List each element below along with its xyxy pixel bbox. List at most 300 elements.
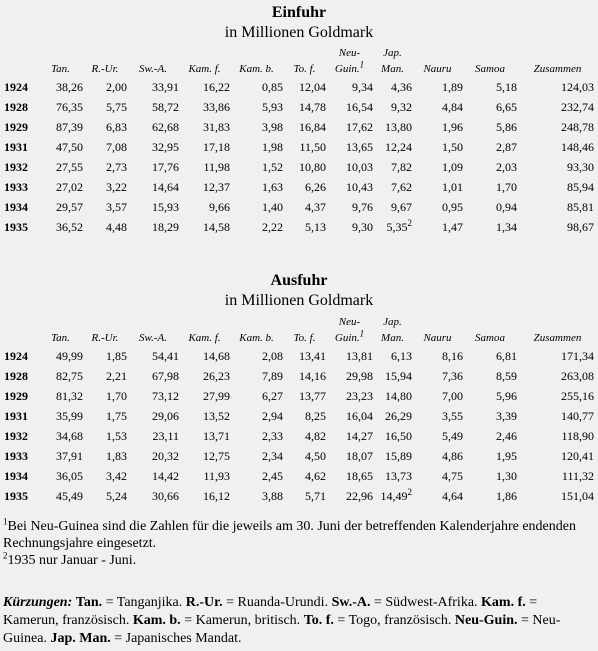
table-cell bbox=[283, 217, 326, 237]
cell-value: 5,35 bbox=[386, 220, 408, 234]
table-header-row bbox=[0, 314, 598, 346]
table-cell bbox=[283, 117, 326, 137]
table-cell bbox=[127, 466, 179, 486]
cell-value: 5,18 bbox=[496, 80, 517, 94]
cell-value: 4,75 bbox=[442, 469, 463, 483]
column-header-label: Kam. b. bbox=[239, 63, 274, 75]
table-cell bbox=[283, 97, 326, 117]
legend-meaning: Neu-Guinea. bbox=[3, 613, 561, 646]
cell-value: 85,81 bbox=[567, 200, 594, 214]
table-cell bbox=[283, 426, 326, 446]
cell-value: 14,78 bbox=[299, 100, 326, 114]
cell-value: 5,13 bbox=[305, 220, 326, 234]
cell-value: 1,34 bbox=[496, 220, 517, 234]
column-header-label: Kam. f. bbox=[188, 332, 221, 344]
table-cell bbox=[412, 426, 463, 446]
table-cell bbox=[83, 406, 127, 426]
table-cell bbox=[230, 446, 283, 466]
table-cell bbox=[373, 97, 412, 117]
table-cell bbox=[412, 117, 463, 137]
cell-value: 2,87 bbox=[496, 140, 517, 154]
column-header-label: Samoa bbox=[475, 332, 505, 344]
cell-value: 18,29 bbox=[152, 220, 179, 234]
cell-value: 1,53 bbox=[106, 429, 127, 443]
column-header bbox=[326, 314, 373, 346]
column-header-label: Sw.-A. bbox=[139, 332, 167, 344]
cell-value: 18,07 bbox=[346, 449, 373, 463]
row-year: 1929 bbox=[4, 120, 28, 134]
table-cell bbox=[230, 97, 283, 117]
cell-value: 0,85 bbox=[262, 80, 283, 94]
table-cell bbox=[83, 97, 127, 117]
cell-value: 18,65 bbox=[346, 469, 373, 483]
cell-value: 3,88 bbox=[262, 489, 283, 503]
table-cell bbox=[373, 197, 412, 217]
table-cell bbox=[373, 137, 412, 157]
cell-value: 87,39 bbox=[56, 120, 83, 134]
table-cell bbox=[326, 217, 373, 237]
cell-value: 13,71 bbox=[203, 429, 230, 443]
row-year: 1928 bbox=[4, 369, 28, 383]
column-header bbox=[283, 314, 326, 346]
table-cell bbox=[283, 386, 326, 406]
cell-value: 9,67 bbox=[391, 200, 412, 214]
column-header-label: Zusammen bbox=[533, 63, 582, 75]
cell-value: 27,02 bbox=[56, 180, 83, 194]
column-header bbox=[38, 314, 83, 346]
cell-value: 45,49 bbox=[56, 489, 83, 503]
table-cell bbox=[463, 406, 517, 426]
cell-value: 36,52 bbox=[56, 220, 83, 234]
row-year: 1935 bbox=[4, 489, 28, 503]
table-cell bbox=[326, 426, 373, 446]
cell-value: 1,70 bbox=[106, 389, 127, 403]
table-cell bbox=[517, 137, 598, 157]
row-year: 1934 bbox=[4, 200, 28, 214]
table-cell bbox=[517, 366, 598, 386]
cell-value: 10,80 bbox=[299, 160, 326, 174]
row-year: 1932 bbox=[4, 429, 28, 443]
cell-value: 0,95 bbox=[442, 200, 463, 214]
table-row bbox=[0, 137, 598, 157]
table-cell bbox=[463, 446, 517, 466]
table-cell bbox=[412, 406, 463, 426]
column-header bbox=[83, 314, 127, 346]
table-cell bbox=[517, 486, 598, 506]
footnote-mark: 1 bbox=[3, 516, 8, 527]
table-cell bbox=[127, 177, 179, 197]
table-cell bbox=[230, 466, 283, 486]
table-cell bbox=[83, 77, 127, 97]
table-cell bbox=[412, 137, 463, 157]
cell-value: 14,80 bbox=[385, 389, 412, 403]
cell-value: 47,50 bbox=[56, 140, 83, 154]
cell-value: 6,81 bbox=[496, 349, 517, 363]
table-cell bbox=[373, 386, 412, 406]
legend-abbreviation: Tan. bbox=[75, 595, 103, 610]
table-cell bbox=[283, 137, 326, 157]
table-cell bbox=[326, 486, 373, 506]
cell-value: 1,96 bbox=[442, 120, 463, 134]
table-cell bbox=[463, 386, 517, 406]
table-cell bbox=[373, 157, 412, 177]
table-cell bbox=[517, 446, 598, 466]
table-cell bbox=[283, 177, 326, 197]
cell-value: 98,67 bbox=[567, 220, 594, 234]
row-year: 1935 bbox=[4, 220, 28, 234]
cell-value: 15,93 bbox=[152, 200, 179, 214]
table-cell bbox=[127, 346, 179, 366]
table-row bbox=[0, 426, 598, 446]
column-header bbox=[326, 45, 373, 77]
table-cell bbox=[463, 197, 517, 217]
table-cell bbox=[38, 346, 83, 366]
table-cell bbox=[463, 177, 517, 197]
cell-value: 9,76 bbox=[352, 200, 373, 214]
cell-value: 58,72 bbox=[152, 100, 179, 114]
table-cell bbox=[283, 486, 326, 506]
cell-value: 13,65 bbox=[346, 140, 373, 154]
einfuhr-title: Einfuhr bbox=[271, 4, 327, 21]
table-cell bbox=[463, 466, 517, 486]
table-cell bbox=[38, 386, 83, 406]
cell-value: 111,32 bbox=[561, 469, 594, 483]
cell-value: 1,85 bbox=[106, 349, 127, 363]
cell-value: 17,18 bbox=[203, 140, 230, 154]
cell-value: 8,16 bbox=[442, 349, 463, 363]
table-cell bbox=[463, 97, 517, 117]
table-cell bbox=[463, 486, 517, 506]
table-cell bbox=[230, 197, 283, 217]
cell-value: 5,75 bbox=[106, 100, 127, 114]
cell-value: 23,11 bbox=[152, 429, 179, 443]
footnote-text: 1935 nur Januar - Juni. bbox=[7, 553, 137, 568]
table-cell bbox=[127, 117, 179, 137]
table-cell bbox=[83, 197, 127, 217]
cell-value: 1,50 bbox=[442, 140, 463, 154]
row-year: 1932 bbox=[4, 160, 28, 174]
cell-value: 140,77 bbox=[561, 409, 594, 423]
cell-value: 5,86 bbox=[496, 120, 517, 134]
table-cell bbox=[230, 117, 283, 137]
table-cell bbox=[283, 406, 326, 426]
table-cell bbox=[517, 177, 598, 197]
column-header-label: Kam. b. bbox=[239, 332, 274, 344]
cell-value: 26,23 bbox=[203, 369, 230, 383]
ausfuhr-title: Ausfuhr bbox=[270, 272, 328, 289]
table-cell bbox=[38, 486, 83, 506]
cell-value: 9,30 bbox=[352, 220, 373, 234]
table-cell bbox=[517, 97, 598, 117]
cell-value: 16,54 bbox=[346, 100, 373, 114]
column-header-label: Tan. bbox=[51, 63, 70, 75]
footnote-mark: 1 bbox=[359, 59, 365, 70]
cell-value: 54,41 bbox=[152, 349, 179, 363]
table-cell bbox=[326, 177, 373, 197]
legend-abbreviation: To. f. bbox=[303, 613, 334, 628]
footnote-mark: 2 bbox=[407, 218, 412, 228]
table-cell bbox=[463, 117, 517, 137]
cell-value: 13,80 bbox=[385, 120, 412, 134]
cell-value: 17,76 bbox=[152, 160, 179, 174]
cell-value: 76,35 bbox=[56, 100, 83, 114]
table-cell bbox=[127, 97, 179, 117]
table-cell bbox=[127, 386, 179, 406]
cell-value: 12,37 bbox=[203, 180, 230, 194]
cell-value: 12,04 bbox=[299, 80, 326, 94]
table-cell bbox=[326, 137, 373, 157]
cell-value: 4,36 bbox=[391, 80, 412, 94]
table-cell bbox=[326, 466, 373, 486]
cell-value: 2,08 bbox=[262, 349, 283, 363]
cell-value: 13,81 bbox=[346, 349, 373, 363]
table-cell bbox=[373, 426, 412, 446]
cell-value: 1,95 bbox=[496, 449, 517, 463]
table-cell bbox=[38, 426, 83, 446]
footnote-2 bbox=[3, 552, 595, 569]
table-cell bbox=[83, 466, 127, 486]
legend-abbreviation: Kam. b. bbox=[132, 613, 181, 628]
table-cell bbox=[326, 97, 373, 117]
legend-meaning: Ruanda-Urundi. bbox=[237, 595, 329, 610]
table-cell bbox=[179, 197, 230, 217]
table-cell bbox=[179, 217, 230, 237]
cell-value: 14,42 bbox=[152, 469, 179, 483]
table-cell bbox=[38, 217, 83, 237]
cell-value: 14,49 bbox=[380, 489, 408, 503]
table-cell bbox=[179, 77, 230, 97]
table-cell bbox=[373, 366, 412, 386]
table-cell bbox=[179, 97, 230, 117]
cell-value: 9,66 bbox=[209, 200, 230, 214]
cell-value: 3,57 bbox=[106, 200, 127, 214]
table-cell bbox=[517, 466, 598, 486]
cell-value: 3,42 bbox=[106, 469, 127, 483]
table-cell bbox=[83, 346, 127, 366]
cell-value: 10,03 bbox=[346, 160, 373, 174]
table-row bbox=[0, 97, 598, 117]
table-row bbox=[0, 177, 598, 197]
table-cell bbox=[179, 366, 230, 386]
cell-value: 22,96 bbox=[346, 489, 373, 503]
table-cell bbox=[373, 117, 412, 137]
cell-value: 81,32 bbox=[56, 389, 83, 403]
cell-value: 14,68 bbox=[203, 349, 230, 363]
cell-value: 7,00 bbox=[442, 389, 463, 403]
cell-value: 3,39 bbox=[496, 409, 517, 423]
column-header-label: Samoa bbox=[475, 63, 505, 75]
table-cell bbox=[373, 177, 412, 197]
table-cell bbox=[179, 157, 230, 177]
table-row bbox=[0, 446, 598, 466]
header-year bbox=[0, 314, 38, 346]
cell-value: 4,86 bbox=[442, 449, 463, 463]
footnote-mark: 1 bbox=[359, 328, 365, 339]
table-cell bbox=[326, 117, 373, 137]
table-cell bbox=[463, 366, 517, 386]
cell-value: 15,89 bbox=[385, 449, 412, 463]
column-header-label: R.-Ur. bbox=[91, 63, 119, 75]
column-header bbox=[127, 314, 179, 346]
column-header-label: Neu-Guin. bbox=[334, 316, 361, 344]
table-cell bbox=[463, 137, 517, 157]
cell-value: 3,55 bbox=[442, 409, 463, 423]
table-cell bbox=[83, 366, 127, 386]
cell-value: 7,62 bbox=[391, 180, 412, 194]
cell-value: 2,73 bbox=[106, 160, 127, 174]
cell-value: 4,82 bbox=[305, 429, 326, 443]
table-cell bbox=[412, 346, 463, 366]
table-cell bbox=[230, 406, 283, 426]
footnote-text: Bei Neu-Guinea sind die Zahlen für die jeweils am 30. Juni der betreffenden Kalenderjahre endenden Rechnungsjahre eingesetzt. bbox=[3, 519, 576, 551]
table-cell bbox=[179, 426, 230, 446]
table-cell bbox=[373, 346, 412, 366]
table-cell bbox=[38, 466, 83, 486]
table-cell bbox=[179, 117, 230, 137]
table-cell bbox=[412, 177, 463, 197]
table-cell bbox=[373, 466, 412, 486]
table-cell bbox=[326, 197, 373, 217]
cell-value: 5,93 bbox=[262, 100, 283, 114]
column-header bbox=[179, 314, 230, 346]
cell-value: 9,34 bbox=[352, 80, 373, 94]
column-header bbox=[230, 314, 283, 346]
cell-value: 29,57 bbox=[56, 200, 83, 214]
table-cell bbox=[283, 466, 326, 486]
cell-value: 6,13 bbox=[391, 349, 412, 363]
column-header-label: Nauru bbox=[423, 332, 452, 344]
table-cell bbox=[230, 386, 283, 406]
table-cell bbox=[412, 466, 463, 486]
column-header bbox=[127, 45, 179, 77]
table-cell bbox=[326, 366, 373, 386]
table-cell bbox=[412, 77, 463, 97]
column-header bbox=[463, 314, 517, 346]
table-cell bbox=[127, 406, 179, 426]
cell-value: 7,36 bbox=[442, 369, 463, 383]
cell-value: 35,99 bbox=[56, 409, 83, 423]
table-cell bbox=[179, 406, 230, 426]
table-cell bbox=[38, 177, 83, 197]
table-cell bbox=[38, 157, 83, 177]
cell-value: 16,84 bbox=[299, 120, 326, 134]
cell-value: 232,74 bbox=[561, 100, 594, 114]
table-cell bbox=[179, 466, 230, 486]
row-year: 1929 bbox=[4, 389, 28, 403]
table-cell bbox=[127, 217, 179, 237]
table-cell bbox=[127, 486, 179, 506]
column-header bbox=[83, 45, 127, 77]
cell-value: 16,12 bbox=[203, 489, 230, 503]
row-year: 1924 bbox=[4, 349, 28, 363]
column-header-label: Nauru bbox=[423, 63, 452, 75]
column-header bbox=[38, 45, 83, 77]
cell-value: 5,96 bbox=[496, 389, 517, 403]
cell-value: 1,83 bbox=[106, 449, 127, 463]
cell-value: 2,22 bbox=[262, 220, 283, 234]
table-cell bbox=[38, 446, 83, 466]
cell-value: 1,63 bbox=[262, 180, 283, 194]
cell-value: 2,94 bbox=[262, 409, 283, 423]
column-header bbox=[517, 45, 598, 77]
cell-value: 33,86 bbox=[203, 100, 230, 114]
cell-value: 6,83 bbox=[106, 120, 127, 134]
table-row bbox=[0, 217, 598, 237]
table-cell bbox=[38, 137, 83, 157]
cell-value: 1,86 bbox=[496, 489, 517, 503]
table-cell bbox=[179, 177, 230, 197]
table-cell bbox=[517, 386, 598, 406]
cell-value: 16,50 bbox=[385, 429, 412, 443]
column-header bbox=[517, 314, 598, 346]
table-cell bbox=[83, 177, 127, 197]
table-cell bbox=[373, 77, 412, 97]
abbreviation-legend: Kürzungen: Tan. = Tanganjika. R.-Ur. = Ruanda-Urundi. Sw.-A. = Südwest-Afrika. Kam. f. = Kamerun, französisch. Kam. b. = Kamerun, britisch. To. f. = Togo, französisch. Neu-Guin. = Neu-Guinea. Jap. Man. = Japanisches Mandat. bbox=[3, 595, 561, 646]
cell-value: 1,01 bbox=[442, 180, 463, 194]
cell-value: 13,73 bbox=[385, 469, 412, 483]
cell-value: 1,70 bbox=[496, 180, 517, 194]
column-header bbox=[230, 45, 283, 77]
column-header bbox=[463, 45, 517, 77]
cell-value: 12,24 bbox=[385, 140, 412, 154]
cell-value: 4,37 bbox=[305, 200, 326, 214]
table-cell bbox=[283, 346, 326, 366]
row-year: 1928 bbox=[4, 100, 28, 114]
cell-value: 1,40 bbox=[262, 200, 283, 214]
cell-value: 11,93 bbox=[203, 469, 230, 483]
table-cell bbox=[412, 217, 463, 237]
legend-abbreviation: Neu-Guin. bbox=[454, 613, 518, 628]
cell-value: 4,64 bbox=[442, 489, 463, 503]
cell-value: 5,71 bbox=[305, 489, 326, 503]
cell-value: 3,98 bbox=[262, 120, 283, 134]
cell-value: 37,91 bbox=[56, 449, 83, 463]
cell-value: 7,82 bbox=[391, 160, 412, 174]
table-row bbox=[0, 466, 598, 486]
cell-value: 32,95 bbox=[152, 140, 179, 154]
table-cell bbox=[38, 366, 83, 386]
cell-value: 14,58 bbox=[203, 220, 230, 234]
cell-value: 4,48 bbox=[106, 220, 127, 234]
table-cell bbox=[83, 137, 127, 157]
table-cell bbox=[230, 77, 283, 97]
column-header bbox=[412, 314, 463, 346]
column-header-label: Tan. bbox=[51, 332, 70, 344]
ausfuhr-table bbox=[0, 314, 598, 506]
cell-value: 85,94 bbox=[567, 180, 594, 194]
table-row bbox=[0, 406, 598, 426]
cell-value: 29,06 bbox=[152, 409, 179, 423]
cell-value: 11,50 bbox=[299, 140, 326, 154]
table-row bbox=[0, 366, 598, 386]
table-cell bbox=[179, 446, 230, 466]
row-year: 1924 bbox=[4, 80, 28, 94]
footnote-mark: 2 bbox=[407, 487, 412, 497]
cell-value: 2,33 bbox=[262, 429, 283, 443]
cell-value: 13,41 bbox=[299, 349, 326, 363]
cell-value: 124,03 bbox=[561, 80, 594, 94]
cell-value: 30,66 bbox=[152, 489, 179, 503]
table-cell bbox=[230, 137, 283, 157]
cell-value: 1,09 bbox=[442, 160, 463, 174]
cell-value: 17,62 bbox=[346, 120, 373, 134]
table-cell bbox=[230, 217, 283, 237]
cell-value: 8,25 bbox=[305, 409, 326, 423]
column-header-label: Jap. Man. bbox=[381, 47, 404, 75]
table-cell bbox=[373, 486, 412, 506]
cell-value: 73,12 bbox=[152, 389, 179, 403]
column-header bbox=[373, 314, 412, 346]
